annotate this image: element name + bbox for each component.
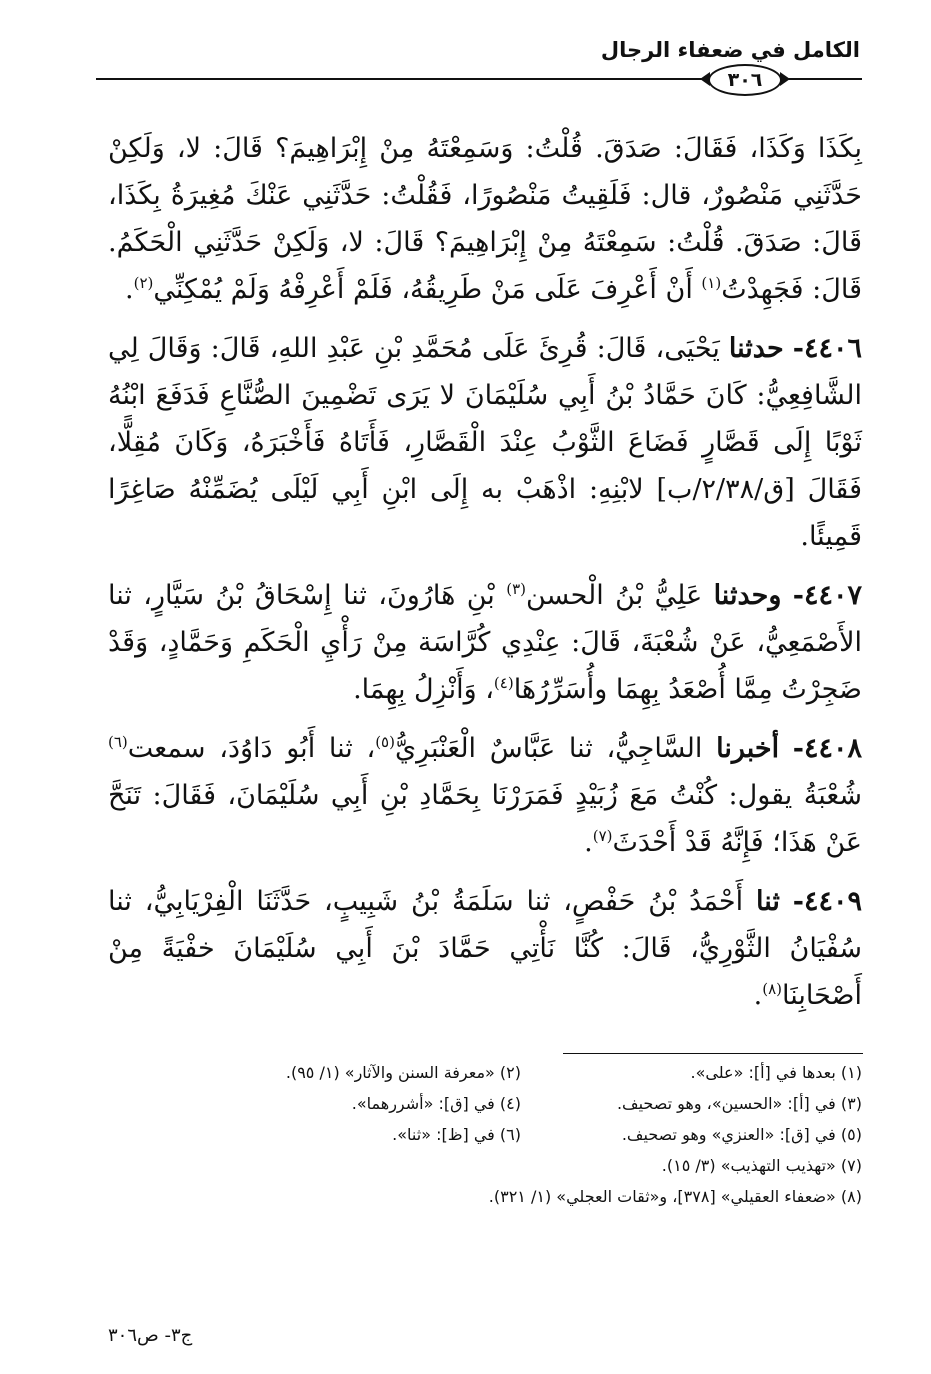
note-ref-4: (٤): [493, 674, 514, 692]
footnote-1: (١) بعدها في [أ]: «على».: [690, 1063, 862, 1082]
page-reference: ج٣- ص٣٠٦: [108, 1325, 193, 1346]
intro-text-cont: أَنْ أَعْرِفَ عَلَى مَنْ طَرِيقُهُ، فَلَمْ أَعْرِفْهُ وَلَمْ يُمْكِنِّي: [153, 274, 702, 305]
entry-text: بْنِ هَارُونَ، ثنا إِسْحَاقُ بْنُ سَيَّارٍ، ثنا الأَصْمَعِيُّ، عَنْ شُعْبَةَ، قَالَ: عِنْدِي كُرَّاسَة مِنْ رَأْيِ الْحَكَمِ وَحَمَّادٍ، وَقَدْ ضَجِرْتُ مِمَّا أُصْعَدُ بِهِمَا وأُسَرِّرُهَا: [108, 580, 862, 705]
footnote-4: (٤) في [ق]: «أشررهما».: [351, 1094, 521, 1113]
intro-paragraph: [108, 125, 862, 313]
entry-text: عَلِيُّ بْنُ الْحسن: [525, 580, 714, 611]
entry-number: ٤٤٠٦-: [792, 333, 863, 364]
footnote-3: (٣) في [أ]: «الحسين»، وهو تصحيف.: [616, 1094, 862, 1113]
entry-text: يَحْيَى، قَالَ: قُرِئَ عَلَى مُحَمَّدِ بْنِ عَبْدِ اللهِ، قَالَ: وَقَالَ لِي الشَّافِعِيُّ: كَانَ حَمَّادُ بْنُ أَبِي سُلَيْمَانَ لا يَرَى تَضْمِينَ الصُّنَّاعِ فَدَفَعَ ابْنُهُ ثَوْبًا إِلَى قَصَّارٍ فَضَاعَ الثَّوْبُ عِنْدَ الْقَصَّارِ، فَأَتَاهُ فَأَخْبَرَهُ، وَكَانَ مُقِلًّا، فَقَالَ [ق/٢/٣٨/ب] لابْنِهِ: اذْهَبْ به إِلَى ابْنِ أَبِي لَيْلَى يُضَمِّنْهُ صَاغِرًا قَمِيئًا.: [108, 333, 862, 552]
entry-text: أَحْمَدُ بْنُ حَفْصٍ، ثنا سَلَمَةُ بْنُ شَبِيبٍ، حَدَّثَنَا الْفِرْيَابِيُّ، ثنا سُفْيَانُ الثَّوْرِيُّ، قَالَ: كُنَّا نَأْتِي حَمَّادَ بْنَ أَبِي سُلَيْمَانَ خفْيَةً مِنْ أَصْحَابِنَا: [108, 886, 862, 1011]
entry-keyword: وحدثنا: [713, 580, 782, 611]
note-ref-3: (٣): [506, 580, 526, 598]
entry-text: .: [753, 980, 763, 1011]
footnote-6: (٦) في [ظ]: «ثنا».: [392, 1125, 521, 1144]
running-header: [96, 30, 862, 90]
entry-keyword: حدثنا: [728, 333, 784, 364]
entry-4408: [108, 725, 862, 866]
note-ref-7: (٧): [592, 827, 613, 845]
footnotes: [180, 1057, 862, 1212]
footnote-5: (٥) في [ق]: «العنزي» وهو تصحيف.: [621, 1125, 862, 1144]
footnote-7: (٧) «تهذيب التهذيب» (٣/ ١٥).: [661, 1156, 862, 1175]
footnote-row: [180, 1150, 862, 1181]
note-ref-5: (٥): [375, 733, 395, 751]
footnote-row: [180, 1181, 862, 1212]
main-text: [108, 125, 862, 1031]
entry-number: ٤٤٠٧-: [792, 580, 862, 611]
entry-text: ، وَأَنْزِلُ بِهِمَا.: [353, 674, 494, 705]
footnote-row: [180, 1119, 862, 1150]
entry-text: .: [584, 827, 593, 858]
note-ref-6: (٦): [108, 733, 128, 751]
entry-number: ٤٤٠٩-: [792, 886, 862, 917]
entry-text: شُعْبَةُ يقول: كُنْتُ مَعَ زُبَيْدٍ فَمَرَرْنَا بِحَمَّادِ بْنِ أَبِي سُلَيْمَانَ، فَقَالَ: تَنَحَّ عَنْ هَذَا؛ فَإِنَّهُ قَدْ أَحْدَثَ: [108, 780, 862, 858]
note-ref-8: (٨): [762, 980, 783, 998]
entry-keyword: ثنا: [756, 886, 780, 917]
entry-4406: [108, 325, 862, 560]
note-ref-2: (٢): [133, 274, 154, 292]
entry-keyword: أخبرنا: [716, 733, 780, 764]
entry-4407: [108, 572, 862, 713]
page-number: ٣٠٦: [708, 64, 782, 96]
footnote-row: [180, 1057, 862, 1088]
footnote-8: (٨) «ضعفاء العقيلي» [٣٧٨]، و«ثقات العجلي» (١/ ٣٢١).: [488, 1187, 862, 1206]
footnote-rule: [563, 1053, 863, 1054]
note-ref-1: (١): [701, 274, 722, 292]
entry-text: ، ثنا أَبُو دَاوُدَ، سمعت: [127, 733, 376, 764]
intro-end: .: [125, 274, 134, 305]
footnote-row: [180, 1088, 862, 1119]
book-title: الكامل في ضعفاء الرجال: [600, 38, 860, 62]
footnote-2: (٢) «معرفة السنن والآثار» (١/ ٩٥).: [285, 1063, 521, 1082]
entry-number: ٤٤٠٨-: [792, 733, 863, 764]
entry-4409: [108, 878, 862, 1019]
entry-text: السَّاجِيُّ، ثنا عَبَّاسٌ الْعَنْبَرِيُّ: [394, 733, 717, 764]
intro-text: بِكَذَا وَكَذَا، فَقَالَ: صَدَقَ. قُلْتُ: وَسَمِعْتَهُ مِنْ إِبْرَاهِيمَ؟ قَالَ: لا، وَلَكِنْ حَدَّثَنِي مَنْصُورٌ، قال: فَلَقِيتُ مَنْصُورًا، فَقُلْتُ: حَدَّثَنِي عَنْكَ مُغِيرَةُ بِكَذَا، قَالَ: صَدَقَ. قُلْتُ: سَمِعْتَهُ مِنْ إِبْرَاهِيمَ؟ قَالَ: لا، وَلَكِنْ حَدَّثَنِي الْحَكَمُ. قَالَ: فَجَهِدْتُ: [108, 133, 862, 305]
